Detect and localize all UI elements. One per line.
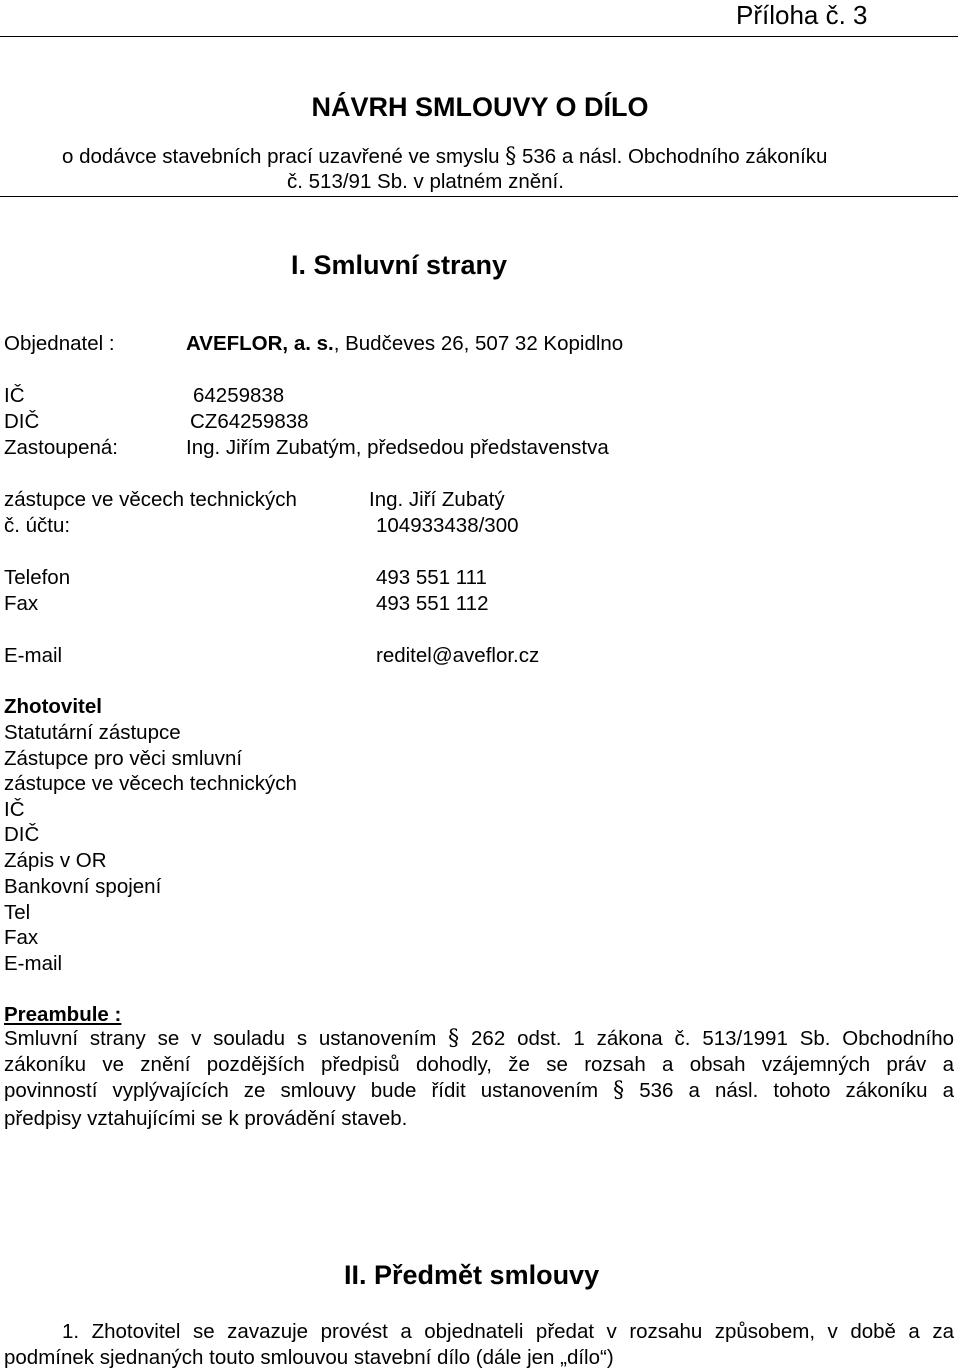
contractor-field-0: Statutární zástupce (4, 721, 181, 744)
client-label: Objednatel : (4, 332, 115, 355)
contractor-field-4: DIČ (4, 823, 40, 846)
contractor-heading: Zhotovitel (4, 695, 102, 718)
subtitle-line-2: č. 513/91 Sb. v platném znění. (287, 170, 564, 193)
client-tech-value: Ing. Jiří Zubatý (369, 488, 505, 511)
client-tech-label: zástupce ve věcech technických (4, 488, 297, 511)
preamble-text-3a: povinností vyplývajících ze smlouvy bude řídit ustanovením (4, 1079, 599, 1102)
client-dic-value: CZ64259838 (190, 410, 309, 433)
preamble-line-4: předpisy vztahujícími se k provádění staveb. (4, 1107, 408, 1130)
section-sign-icon: § (505, 144, 517, 169)
section-sign-icon: § (448, 1026, 460, 1051)
client-ico-label: IČ (4, 384, 25, 407)
preamble-text-1b: 262 odst. 1 zákona č. 513/1991 Sb. Obchodního (471, 1027, 955, 1050)
client-account-label: č. účtu: (4, 514, 71, 537)
client-phone-value: 493 551 111 (376, 566, 487, 589)
client-email-value: reditel@aveflor.cz (376, 644, 540, 667)
subtitle-line-1 (62, 146, 827, 168)
client-name (186, 334, 623, 355)
preamble-heading: Preambule : (4, 1003, 122, 1026)
appendix-label: Příloha č. 3 (736, 0, 868, 30)
section1-title: I. Smluvní strany (291, 250, 508, 280)
client-company: AVEFLOR, a. s. (186, 332, 334, 355)
preamble-line-1 (4, 1026, 954, 1052)
contractor-field-9: E-mail (4, 952, 63, 975)
section-sign-icon: § (613, 1078, 625, 1103)
subtitle-rule (0, 196, 958, 197)
client-phone-label: Telefon (4, 566, 71, 589)
contractor-field-5: Zápis v OR (4, 849, 107, 872)
section2-item1-line1: 1. Zhotovitel se zavazuje provést a objednateli předat v rozsahu způsobem, v době a za (62, 1320, 954, 1343)
client-account-value: 104933438/300 (376, 514, 519, 537)
client-address: , Budčeves 26, 507 32 Kopidlno (333, 332, 624, 355)
subtitle-text-b: 536 a násl. Obchodního zákoníku (521, 145, 828, 168)
preamble-line-2: zákoníku ve znění pozdějších předpisů dohodly, že se rozsah a obsah vzájemných práv a (4, 1053, 954, 1076)
contractor-field-6: Bankovní spojení (4, 875, 162, 898)
client-fax-label: Fax (4, 592, 39, 615)
preamble-text-1a: Smluvní strany se v souladu s ustanovením (4, 1027, 437, 1050)
client-rep-value: Ing. Jiřím Zubatým, předsedou představenstva (186, 436, 609, 459)
top-rule (0, 36, 958, 37)
client-ico-value: 64259838 (193, 384, 285, 407)
section2-item1-line2: podmínek sjednaných touto smlouvou stavební dílo (dále jen „dílo“) (4, 1346, 614, 1369)
subtitle-text-a: o dodávce stavebních prací uzavřené ve smyslu (62, 145, 500, 168)
contractor-field-8: Fax (4, 926, 39, 949)
doc-title: NÁVRH SMLOUVY O DÍLO (311, 92, 649, 122)
preamble-line-3 (4, 1078, 954, 1104)
contractor-field-7: Tel (4, 901, 31, 924)
section2-title: II. Předmět smlouvy (344, 1260, 600, 1290)
preamble-text-3b: 536 a násl. tohoto zákoníku a (639, 1079, 954, 1102)
contractor-field-3: IČ (4, 798, 25, 821)
client-email-label: E-mail (4, 644, 63, 667)
contractor-field-2: zástupce ve věcech technických (4, 772, 297, 795)
client-fax-value: 493 551 112 (376, 592, 489, 615)
client-dic-label: DIČ (4, 410, 40, 433)
contractor-field-1: Zástupce pro věci smluvní (4, 747, 243, 770)
client-rep-label: Zastoupená: (4, 436, 118, 459)
